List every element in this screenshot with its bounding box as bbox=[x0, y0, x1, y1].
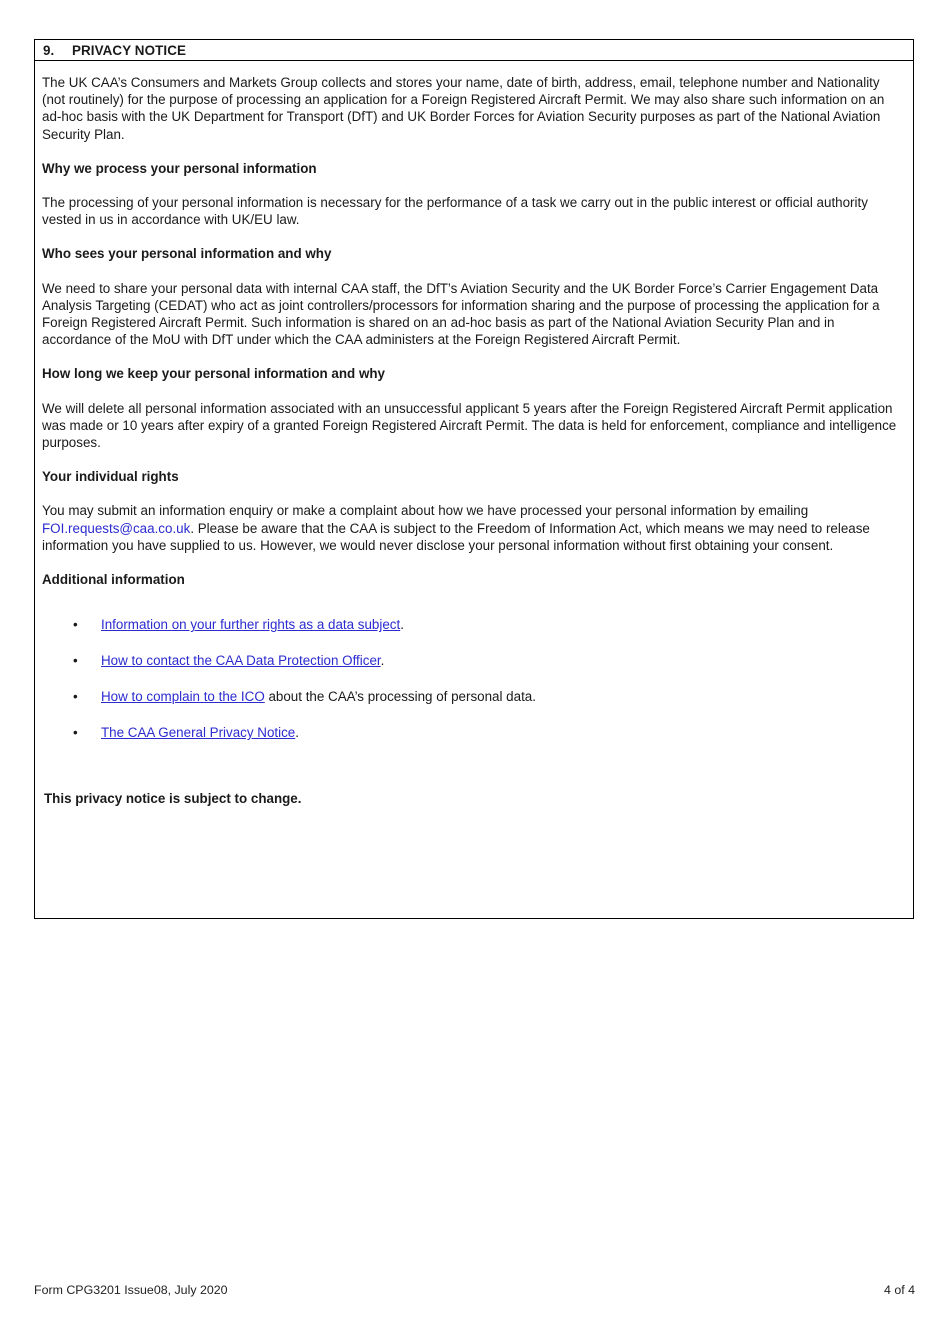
list-item-suffix: . bbox=[295, 725, 299, 741]
section-header bbox=[35, 40, 913, 61]
bullet-icon: • bbox=[73, 617, 78, 633]
list-item-suffix: . bbox=[380, 653, 385, 669]
rights-heading: Your individual rights bbox=[42, 469, 179, 485]
section-body bbox=[35, 61, 913, 807]
why-heading: Why we process your personal information bbox=[42, 160, 317, 176]
list-item-suffix: . bbox=[400, 617, 404, 633]
who-heading: Who sees your personal information and why bbox=[42, 246, 332, 262]
foi-email-link[interactable]: FOI.requests@caa.co.uk bbox=[42, 520, 191, 536]
rights-paragraph bbox=[42, 502, 903, 554]
bullet-icon: • bbox=[73, 653, 78, 669]
additional-links-list bbox=[42, 616, 903, 742]
who-paragraph: We need to share your personal data with internal CAA staff, the DfT’s Aviation Security and the UK Border Force’s Carrier Engagement Data Analysis Targeting (CEDAT) who act as joint controllers/processors for information sharing and the purpose of processing the application for a Foreign Registered Aircraft Permit. Such information is shared on an ad-hoc basis as part of the National Aviation Security Plan and in accordance of the MoU with DfT under which the CAA administers at the Foreign Registered Aircraft Permit. bbox=[42, 280, 880, 348]
section-number: 9. bbox=[43, 43, 55, 58]
privacy-notice-section bbox=[34, 39, 914, 919]
list-item bbox=[42, 724, 903, 742]
how-long-paragraph: We will delete all personal information associated with an unsuccessful applicant 5 years after the Foreign Registered Aircraft Permit application was made or 10 years after expiry of a granted Foreign Registered Aircraft Permit. The data is held for enforcement, compliance and intelligence purposes. bbox=[42, 400, 897, 451]
footer-form-id: Form CPG3201 Issue08, July 2020 bbox=[34, 1283, 228, 1297]
section-title: PRIVACY NOTICE bbox=[72, 43, 186, 58]
rights-text-before: You may submit an information enquiry or make a complaint about how we have processed your personal information by emailing bbox=[42, 503, 809, 519]
intro-paragraph: The UK CAA’s Consumers and Markets Group collects and stores your name, date of birth, address, email, telephone number and Nationality (not routinely) for the purpose of processing an application for a Foreign Registered Aircraft Permit. We may also share such information on an ad-hoc basis with the UK Department for Transport (DfT) and UK Border Forces for Aviation Security purposes as part of the National Aviation Security Plan. bbox=[42, 75, 885, 142]
list-item bbox=[42, 688, 903, 706]
additional-heading: Additional information bbox=[42, 572, 185, 588]
list-item-suffix: about the CAA’s processing of personal data. bbox=[264, 689, 536, 705]
final-note: This privacy notice is subject to change. bbox=[44, 791, 302, 807]
bullet-icon: • bbox=[73, 689, 78, 705]
list-item bbox=[42, 652, 903, 670]
list-item bbox=[42, 616, 903, 634]
footer-page-number: 4 of 4 bbox=[883, 1283, 915, 1297]
bullet-icon: • bbox=[73, 725, 78, 741]
why-paragraph: The processing of your personal information is necessary for the performance of a task we carry out in the public interest or official authority vested in us in accordance with UK/EU law. bbox=[42, 195, 868, 228]
general-privacy-notice-link[interactable]: The CAA General Privacy Notice bbox=[101, 725, 296, 741]
data-subject-rights-link[interactable]: Information on your further rights as a data subject bbox=[101, 617, 401, 633]
complain-to-ico-link[interactable]: How to complain to the ICO bbox=[101, 689, 265, 705]
rights-text-after: . Please be aware that the CAA is subject to the Freedom of Information Act, which means we may need to release information you have supplied to us. However, we would never disclose your personal information without first obtaining your consent. bbox=[42, 520, 870, 553]
how-long-heading: How long we keep your personal information and why bbox=[42, 366, 385, 382]
data-protection-officer-link[interactable]: How to contact the CAA Data Protection Officer bbox=[101, 653, 381, 669]
